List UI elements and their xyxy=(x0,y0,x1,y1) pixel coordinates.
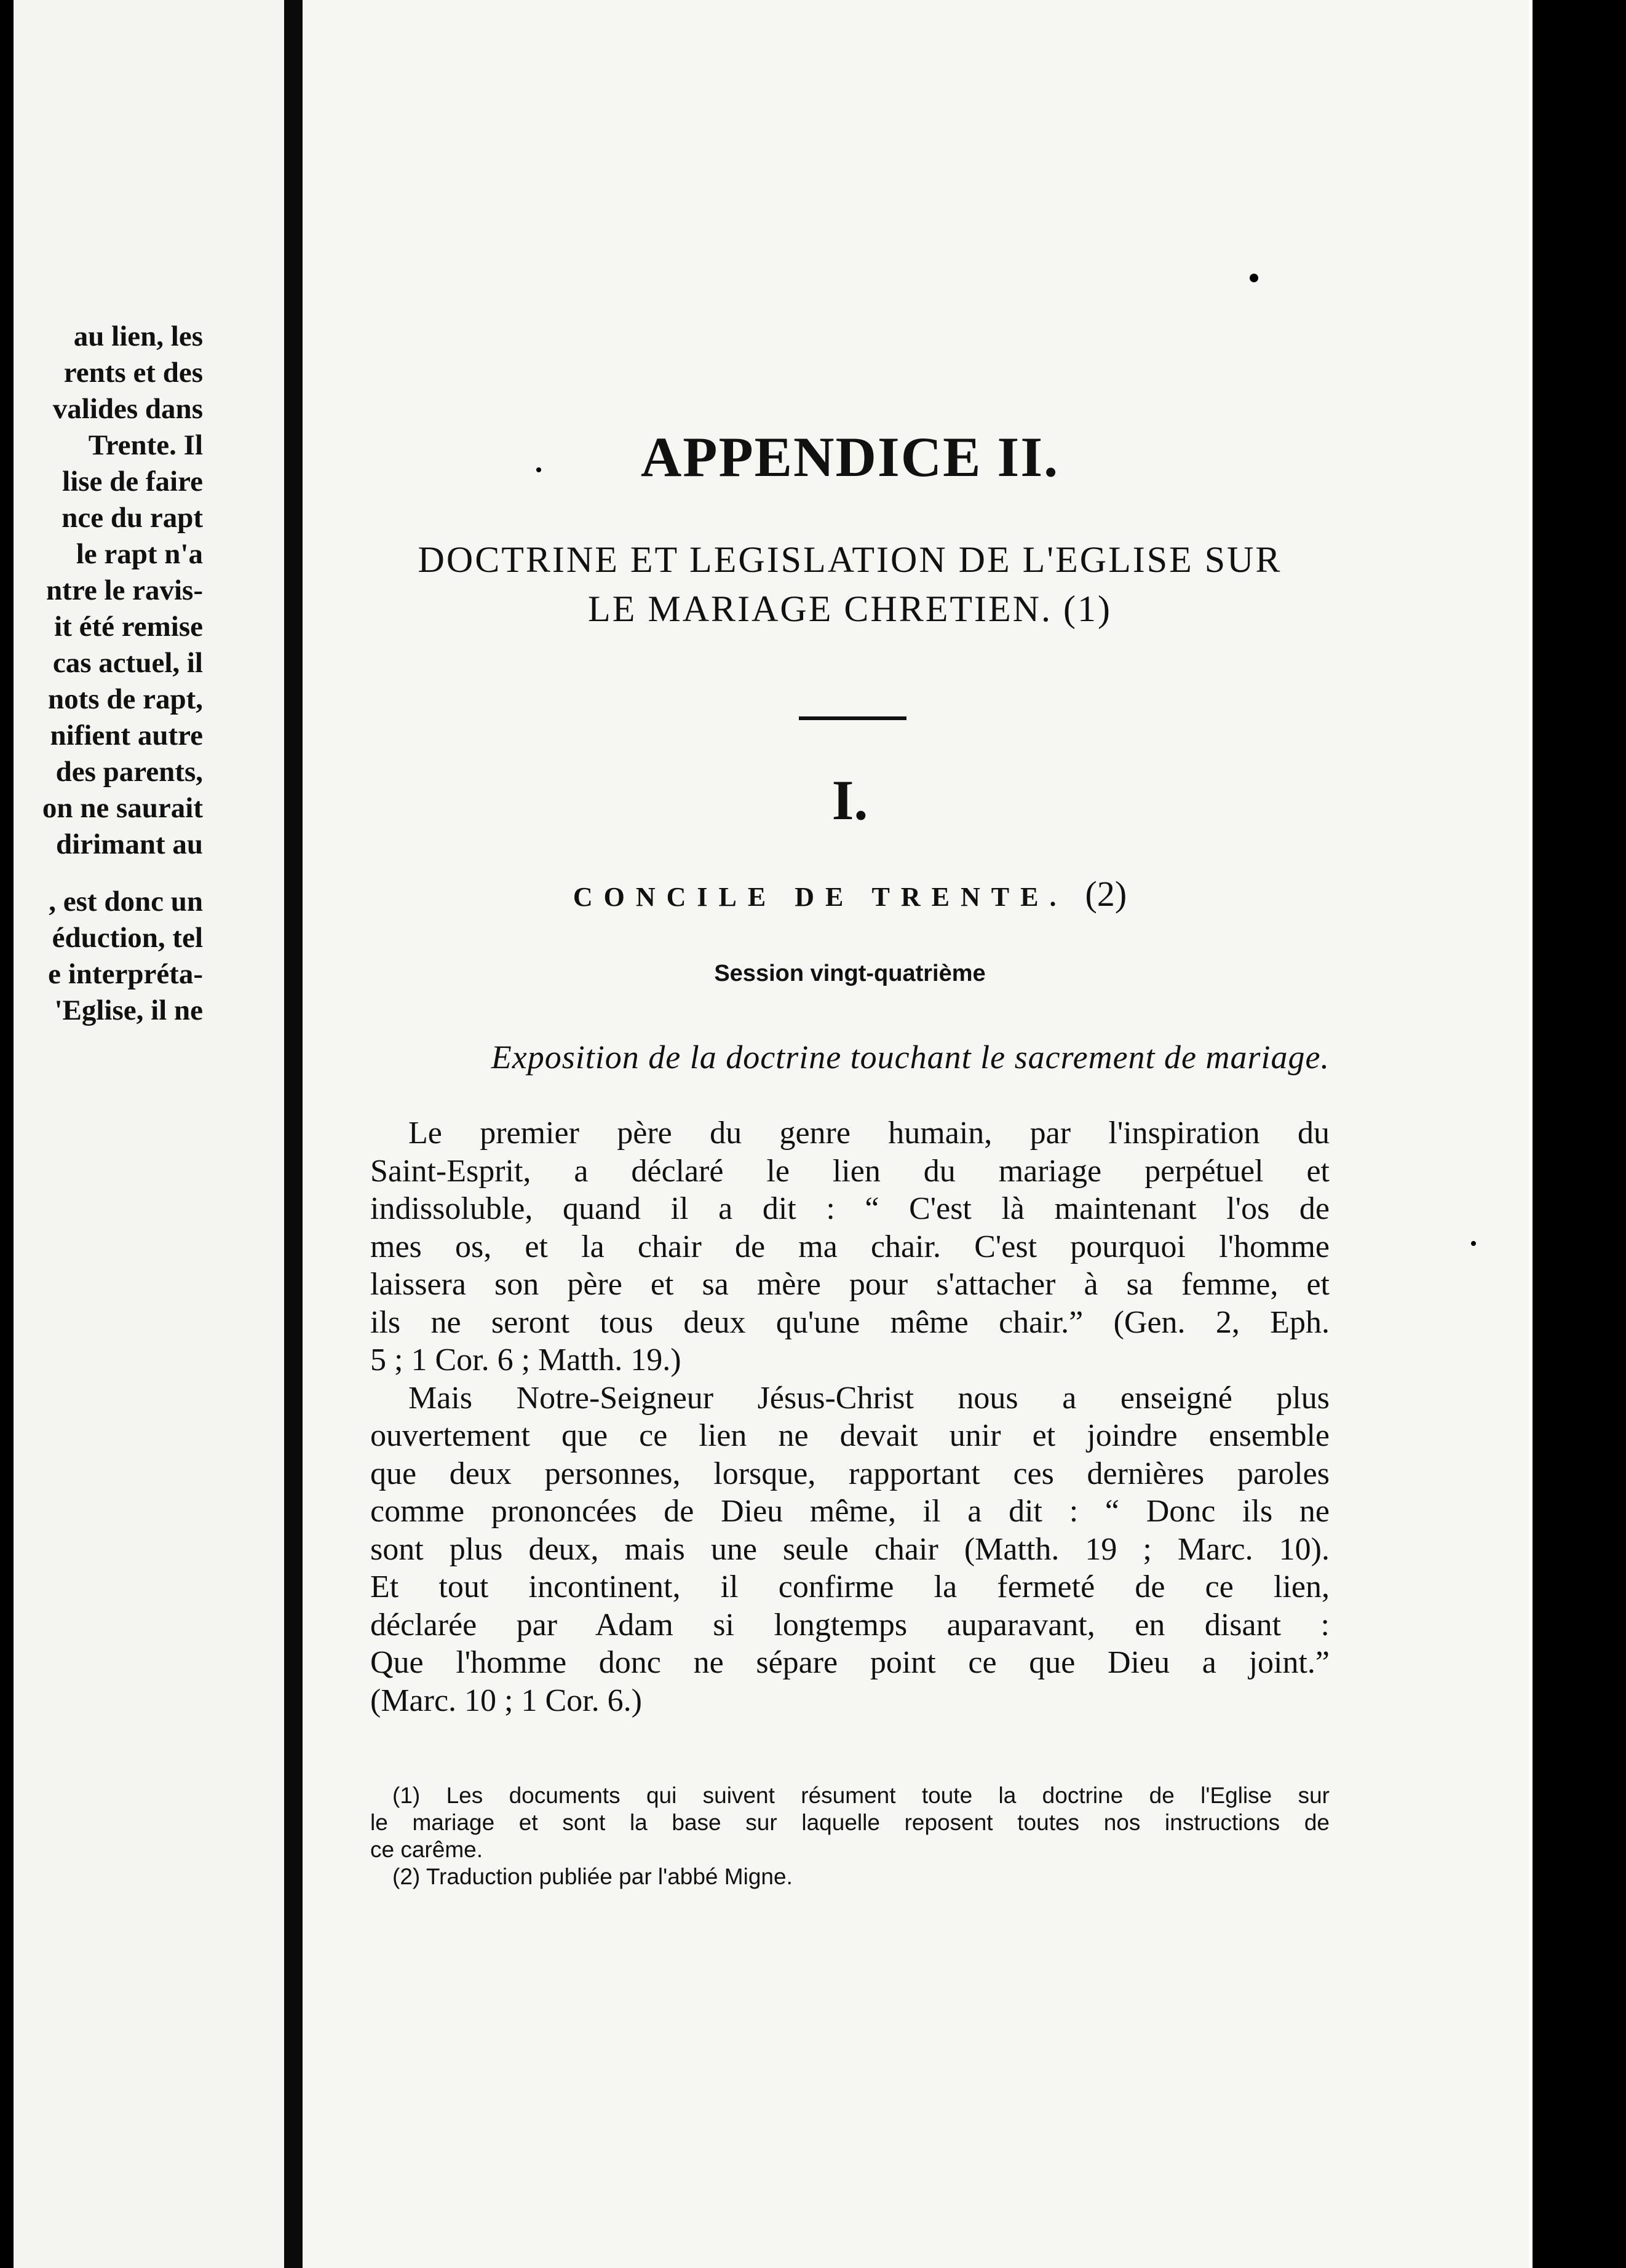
section-title-line: DOCTRINE ET LEGISLATION DE L'EGLISE SUR xyxy=(418,539,1282,580)
body-line: comme prononcées de Dieu même, il a dit : “ Donc ils ne xyxy=(370,1494,1330,1529)
council-footnote-ref: (2) xyxy=(1085,874,1127,914)
council-title: CONCILE DE TRENTE. xyxy=(573,882,1068,912)
body-line: Le premier père du genre humain, par l'inspiration du xyxy=(408,1116,1330,1151)
footnotes xyxy=(370,1782,1330,1890)
council-heading xyxy=(370,873,1330,914)
book-gutter xyxy=(284,0,303,2268)
left-line: des parents, xyxy=(55,756,203,788)
print-speck xyxy=(1471,1241,1476,1246)
right-page-edge xyxy=(1533,0,1562,2268)
left-page-fragment xyxy=(0,0,284,2268)
left-line: nots de rapt, xyxy=(48,683,203,715)
body-line: Saint-Esprit, a déclaré le lien du mariage perpétuel et xyxy=(370,1153,1330,1189)
body-line: Et tout incontinent, il confirme la fermeté de ce lien, xyxy=(370,1569,1330,1604)
body-line: indissoluble, quand il a dit : “ C'est là maintenant l'os de xyxy=(370,1191,1330,1226)
appendix-title: APPENDICE II. xyxy=(640,426,1060,488)
body-line: ouvertement que ce lien ne devait unir et joindre ensemble xyxy=(370,1418,1330,1453)
body-line: laissera son père et sa mère pour s'attacher à sa femme, et xyxy=(370,1267,1330,1302)
footnote-line: ce carême. xyxy=(370,1837,483,1862)
section-title xyxy=(370,535,1330,633)
left-line: Trente. Il xyxy=(88,429,203,461)
part-numeral: I. xyxy=(831,769,868,831)
body-line: Mais Notre-Seigneur Jésus-Christ nous a enseigné plus xyxy=(408,1380,1330,1416)
paragraph-gap xyxy=(0,863,203,884)
body-line: 5 ; 1 Cor. 6 ; Matth. 19.) xyxy=(370,1342,681,1378)
left-line: le rapt n'a xyxy=(76,538,203,570)
title-rule xyxy=(799,716,906,720)
left-line: on ne saurait xyxy=(42,792,203,824)
left-line: ntre le ravis- xyxy=(46,574,203,606)
footnote-line: le mariage et sont la base sur laquelle reposent toutes nos instructions de xyxy=(370,1810,1330,1835)
exposition-heading: Exposition de la doctrine touchant le sacrement de mariage. xyxy=(491,1039,1330,1076)
left-line: lise de faire xyxy=(62,466,203,498)
left-line: cas actuel, il xyxy=(52,647,203,679)
left-line: dirimant au xyxy=(56,828,203,860)
left-line: it été remise xyxy=(54,611,203,643)
session-heading: Session vingt-quatrième xyxy=(714,961,986,986)
left-line: nifient autre xyxy=(50,720,203,751)
left-line: rents et des xyxy=(63,357,203,389)
left-line: valides dans xyxy=(52,393,203,425)
left-page-text xyxy=(0,319,203,1029)
left-line: nce du rapt xyxy=(61,502,203,534)
left-line: 'Eglise, il ne xyxy=(54,994,203,1026)
left-line: e interpréta- xyxy=(48,958,203,990)
left-line: éduction, tel xyxy=(52,922,203,954)
body-line: mes os, et la chair de ma chair. C'est pourquoi l'homme xyxy=(370,1229,1330,1264)
body-line: (Marc. 10 ; 1 Cor. 6.) xyxy=(370,1683,642,1718)
right-page xyxy=(303,0,1562,2268)
body-line: sont plus deux, mais une seule chair (Matth. 19 ; Marc. 10). xyxy=(370,1531,1330,1567)
print-speck xyxy=(1250,274,1258,282)
section-title-line: LE MARIAGE CHRETIEN. (1) xyxy=(588,589,1112,629)
body-line: déclarée par Adam si longtemps auparavant, en disant : xyxy=(370,1607,1330,1643)
body-line: ils ne seront tous deux qu'une même chair.” (Gen. 2, Eph. xyxy=(370,1304,1330,1340)
footnote-line: (2) Traduction publiée par l'abbé Migne. xyxy=(392,1864,793,1889)
left-line: au lien, les xyxy=(73,320,203,352)
body-text xyxy=(370,1114,1330,1719)
left-line: , est donc un xyxy=(49,886,203,918)
body-line: Que l'homme donc ne sépare point ce que Dieu a joint.” xyxy=(370,1645,1330,1680)
body-line: que deux personnes, lorsque, rapportant ces dernières paroles xyxy=(370,1456,1330,1491)
footnote-line: (1) Les documents qui suivent résument toute la doctrine de l'Eglise sur xyxy=(392,1783,1330,1808)
